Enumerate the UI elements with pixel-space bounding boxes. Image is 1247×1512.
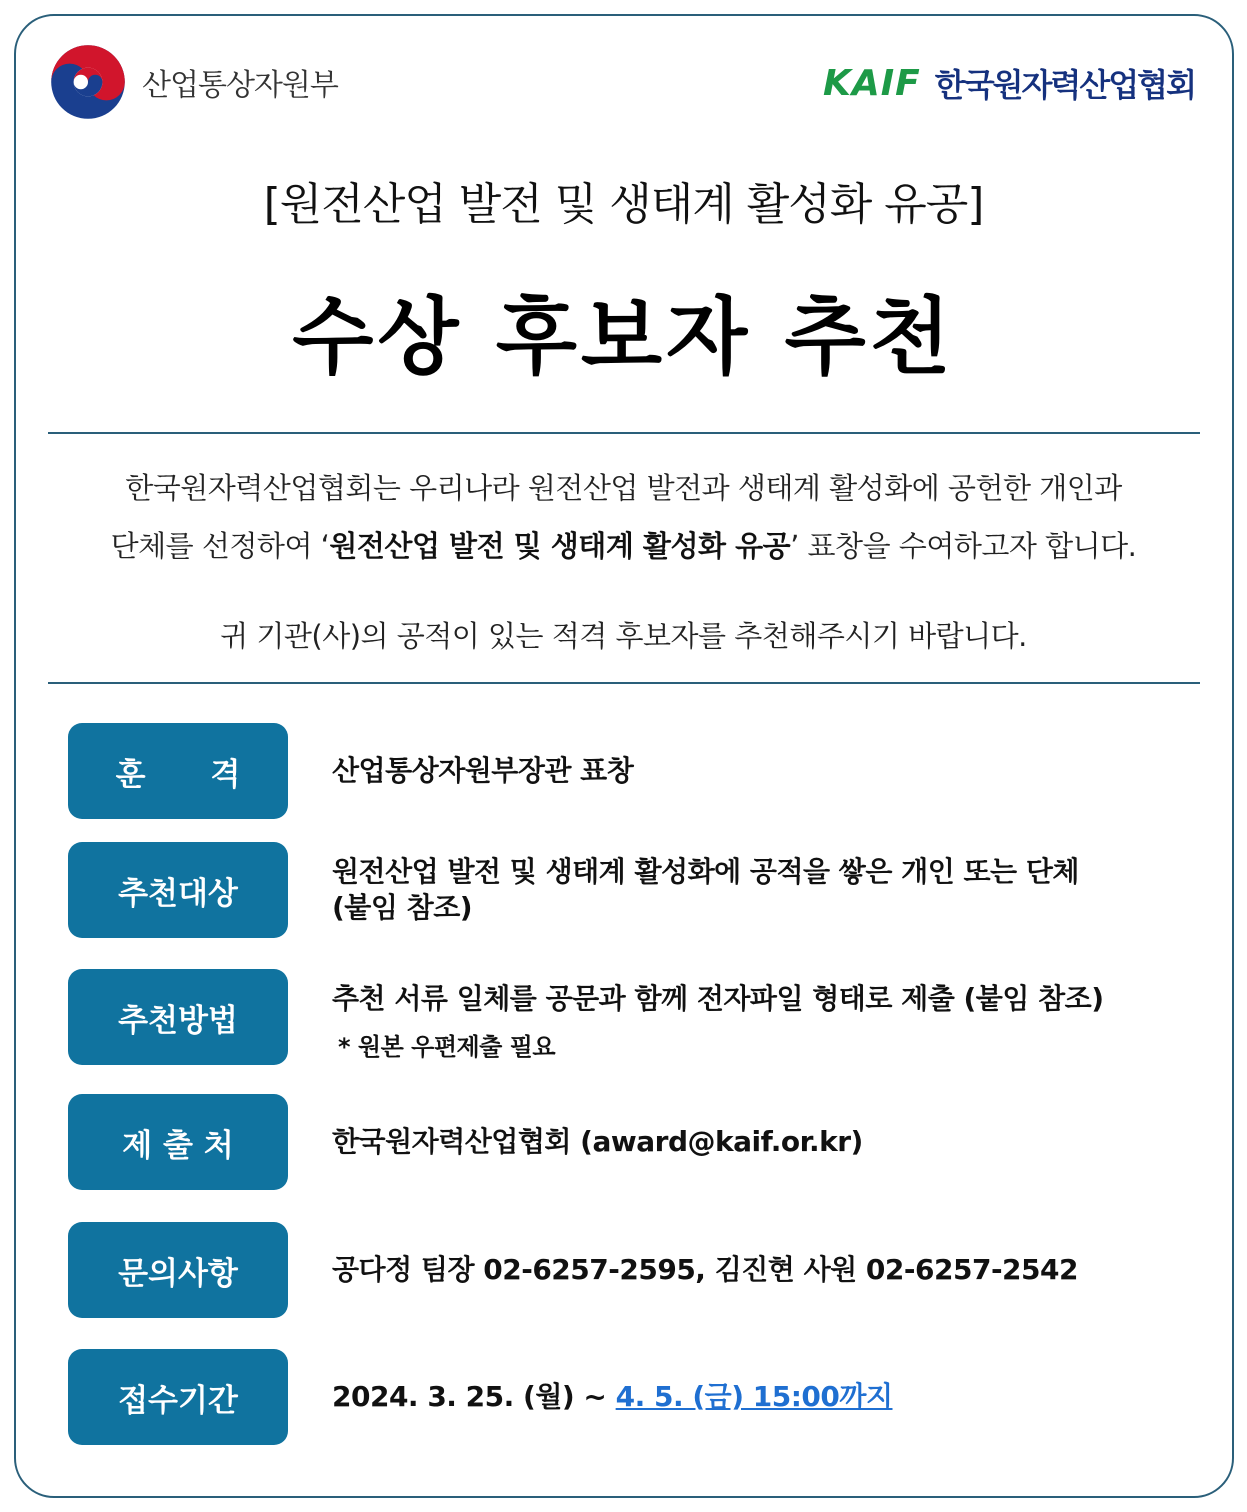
label-period [68, 1349, 288, 1445]
label-text: 문의사항 [118, 1255, 238, 1292]
label-submit-to [68, 1094, 288, 1190]
label-nominee-target [68, 842, 288, 938]
row-nominee-target [68, 842, 1208, 938]
award-subtitle: [원전산업 발전 및 생태계 활성화 유공] [263, 179, 984, 230]
value-nominee-target [332, 854, 1079, 926]
intro-line-2-pre: 단체를 선정하여 ‘ [110, 529, 330, 563]
intro-line-3: 귀 기관(사)의 공적이 있는 적격 후보자를 추천해주시기 바랍니다. [220, 619, 1027, 653]
value-note: * 원본 우편제출 필요 [338, 1033, 556, 1061]
value-award-grade: 산업통상자원부장관 표창 [332, 754, 634, 787]
value-line-1: 원전산업 발전 및 생태계 활성화에 공적을 쌓은 개인 또는 단체 [332, 855, 1079, 888]
kaif-mark: KAIF [823, 62, 921, 104]
label-text: 추천대상 [118, 875, 238, 912]
intro-line-1: 한국원자력산업협회는 우리나라 원전산업 발전과 생태계 활성화에 공헌한 개인과 [125, 471, 1122, 505]
kaif-name: 한국원자력산업협회 [934, 66, 1195, 104]
ministry-logo [48, 42, 338, 122]
row-period [68, 1349, 1208, 1445]
label-text: 접수기간 [118, 1382, 238, 1419]
value-submit-to: 한국원자력산업협회 (award@kaif.or.kr) [332, 1125, 863, 1158]
row-award-grade [68, 723, 1208, 819]
period-deadline: 4. 5. (금) 15:00까지 [615, 1380, 893, 1413]
label-text: 추천방법 [118, 1002, 238, 1039]
value-period [332, 1379, 893, 1415]
divider-bottom [48, 682, 1200, 684]
taegeuk-emblem-icon [48, 42, 128, 122]
label-text: 훈 격 [115, 756, 241, 793]
kaif-logo [823, 60, 1195, 106]
page-title: 수상 후보자 추천 [292, 288, 955, 386]
label-text: 제 출 처 [122, 1127, 234, 1164]
row-submit-to [68, 1094, 1208, 1190]
label-award-grade [68, 723, 288, 819]
row-method [68, 969, 1208, 1065]
period-start: 2024. 3. 25. (월) ~ [332, 1380, 616, 1413]
value-method [332, 981, 1104, 1065]
label-method [68, 969, 288, 1065]
label-inquiry [68, 1222, 288, 1318]
divider-top [48, 432, 1200, 434]
value-line-1: 추천 서류 일체를 공문과 함께 전자파일 형태로 제출 (붙임 참조) [332, 982, 1104, 1015]
intro-line-2-bold: 원전산업 발전 및 생태계 활성화 유공 [329, 529, 791, 563]
intro-line-2-post: ’ 표창을 수여하고자 합니다. [790, 529, 1137, 563]
row-inquiry [68, 1222, 1208, 1318]
intro-line-2 [40, 524, 1207, 565]
value-line-2: (붙임 참조) [332, 891, 473, 924]
value-inquiry: 공다정 팀장 02-6257-2595, 김진현 사원 02-6257-2542 [332, 1253, 1078, 1286]
ministry-name: 산업통상자원부 [142, 68, 338, 103]
